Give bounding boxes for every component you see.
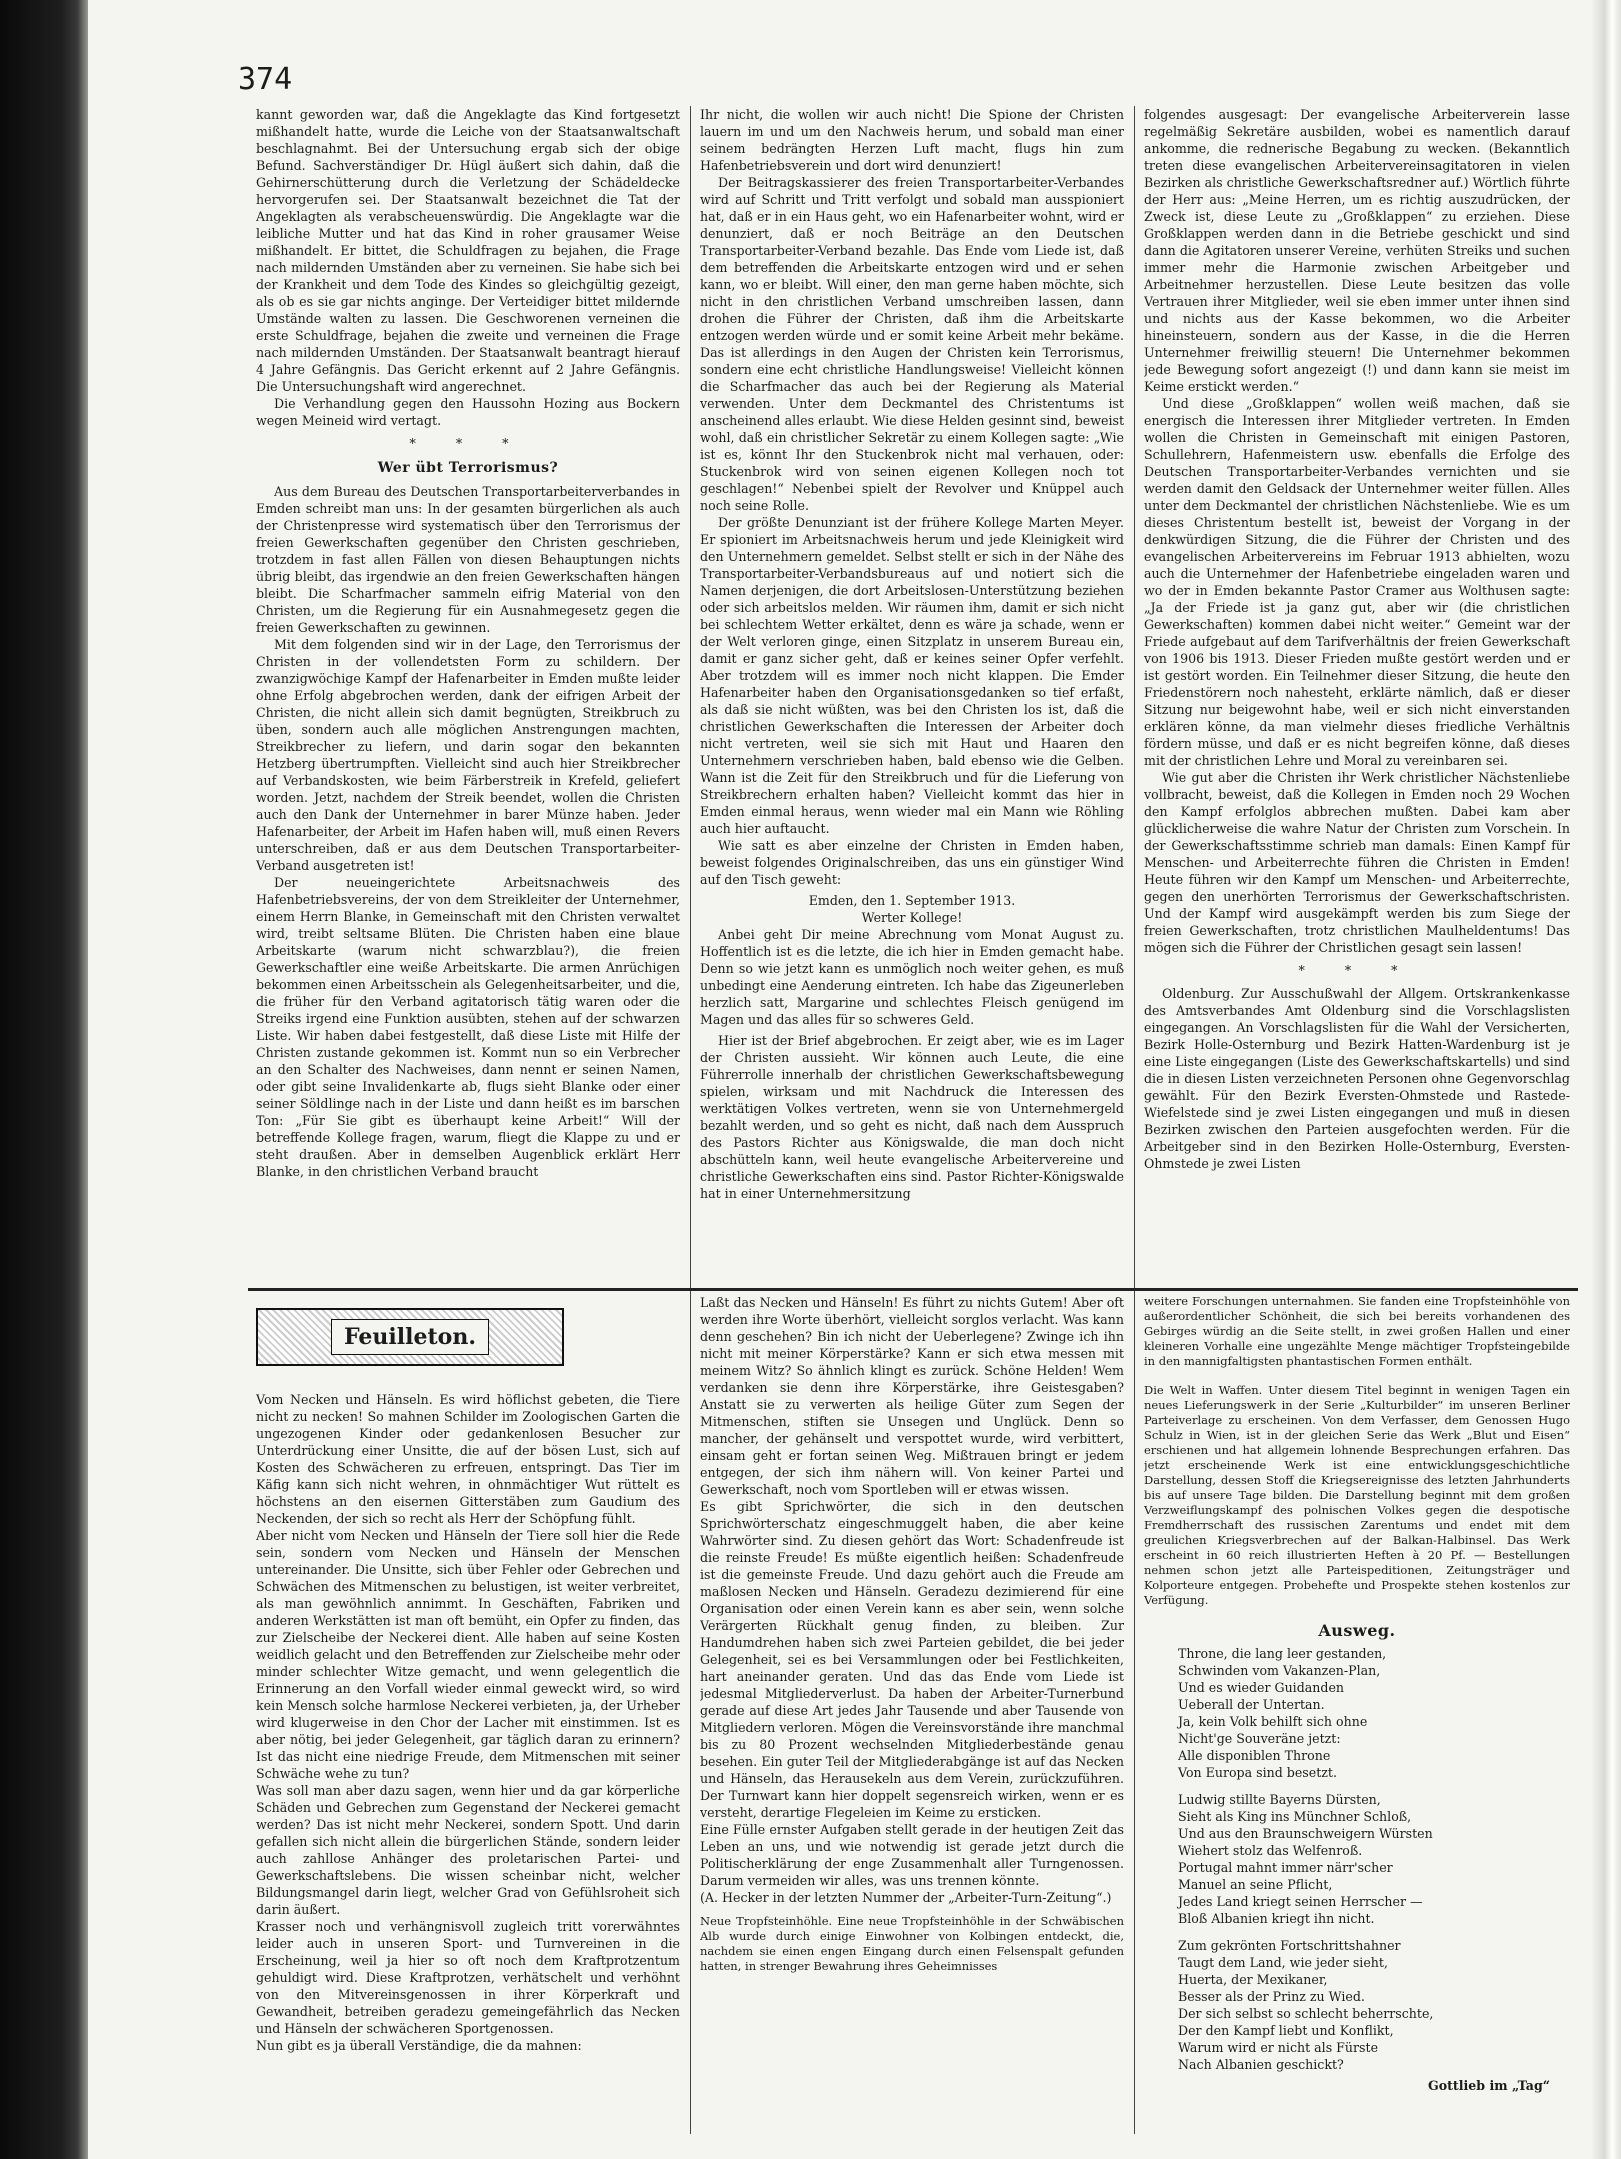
column-rule (1134, 106, 1135, 1314)
article-heading: Wer übt Terrorismus? (377, 460, 559, 476)
poem-line: Jedes Land kriegt seinen Herrscher — (1178, 1894, 1423, 1909)
notice-tropfsteinhoehle: Neue Tropfsteinhöhle. Eine neue Tropfsteinhöhle in der Schwäbischen Alb wurde durch einige Einwohner von Kolbingen entdeckt, die, nachdem sie einen engen Eingang durch einen Felsenspalt gefunden hatten, in strenger Bewahrung ihres Geheimnisses (700, 1914, 1124, 1973)
poem-line: Manuel an seine Pflicht, (1178, 1877, 1333, 1892)
col1-para-2: Die Verhandlung gegen den Haussohn Hozing aus Bockern wegen Meineid wird vertagt. (256, 396, 680, 428)
col2-para-1: Ihr nicht, die wollen wir auch nicht! Die Spione der Christen lauern im und um den Nachweis herum, und sobald man einer seinem bedrängten Herzen Luft macht, flugs hin zum Hafenbetriebsverein und dort wird denunziert! (700, 107, 1124, 173)
poem-line: Ueberall der Untertan. (1178, 1697, 1325, 1712)
notice-welt-in-waffen: Die Welt in Waffen. Unter diesem Titel beginnt in wenigen Tagen ein neues Lieferungswerk in der Serie „Kulturbilder“ im unseren Berliner Parteiverlage zu erscheinen. Von dem Verfasser, dem Genossen Hugo Schulz in Wien, ist in der gleichen Serie das Werk „Blut und Eisen“ erschienen und hat allgemein lohnende Besprechungen erfahren. Das jetzt erscheinende Werk ist eine entwicklungsgeschichtliche Darstellung, dessen Stoff die Kriegsereignisse des letzten Jahrhunderts bis auf unsere Tage bilden. Die Darstellung beginnt mit dem großen Verzweiflungskampf des polnischen Volkes gegen die despotische Fremdherrschaft des russischen Zarentums und endet mit dem greulichen Kriegsverbrechen auf der Balkan-Halbinsel. Das Werk erscheint in 60 reich illustrierten Heften à 20 Pf. — Bestellungen nehmen schon jetzt alle Parteispeditionen, Zeitungsträger und Kolporteure entgegen. Probehefte und Prospekte stehen kostenlos zur Verfügung. (1144, 1383, 1570, 1607)
poem-line: Huerta, der Mexikaner, (1178, 1972, 1328, 1987)
poem-line: Alle disponiblen Throne (1178, 1748, 1331, 1763)
poem-line: Der sich selbst so schlecht beherrschte, (1178, 2006, 1434, 2021)
poem-stanza-break (1178, 1781, 1570, 1791)
col1-para-4: Mit dem folgenden sind wir in der Lage, den Terrorismus der Christen in der vollendetsten Form zu schildern. Der zwanzigwöchige Kampf der Hafenarbeiter in Emden mußte leider ohne Erfolg abgebrochen werden, dank der eifrigen Arbeit der Christen, die nicht allein sich damit begnügten, Streikbruch zu üben, sondern auch alle möglichen Anstrengungen machten, Streikbrecher zu liefern, und darin sogar den bekannten Hetzberg übertrumpften. Vielleicht sind auch hier Streikbrecher auf Verbandskosten, wie beim Färberstreik in Krefeld, geliefert worden. Jetzt, nachdem der Streik beendet, wollen die Christen auch den Dank der Unternehmer in barer Münze haben. Jeder Hafenarbeiter, der Arbeit im Hafen haben will, muß einen Revers unterschreiben, daß er aus dem Deutschen Transportarbeiter-Verband ausgetreten ist! (256, 637, 680, 873)
poem-body (1178, 1645, 1570, 2073)
column-3 (1144, 106, 1570, 1318)
page-number: 374 (238, 62, 293, 97)
column-rule (690, 1294, 691, 2134)
feuilleton-column-3 (1144, 1294, 1570, 2134)
feuilleton-text-2: Laßt das Necken und Hänseln! Es führt zu nichts Gutem! Aber oft werden ihre Worte überhört, vielleicht sorglos verlacht. Was kann denn geschehen? Bin ich nicht der Ueberlegene? Zwinge ich ihn nicht mit meiner Körperstärke? Kann er sich etwa messen mit meinem Witz? So ähnlich klingt es zurück. Schöne Helden! Wem verdanken sie denn ihre Körperstärke, ihre Geistesgaben? Anstatt sie zu verwerten als heilige Güter zum Segen der Mitmenschen, stiften sie Unsegen und Unglück. Denn so mancher, der gehänselt und verspottet wurde, wird verbittert, einsam geht er fortan seinen Weg. Mißtrauen bringt er jedem entgegen, der sich ihm nähern will. Von keiner Partei und Gewerkschaft, noch vom Sportleben will er etwas wissen. Es gibt Sprichwörter, die sich in den deutschen Sprichwörterschatz eingeschmuggelt haben, die aber keine Wahrwörter sind. Zu diesen gehört das Wort: Schadenfreude ist die reinste Freude! Es müßte eigentlich heißen: Schadenfreude ist die gemeinste Freude. Und dazu gehört auch die Freude am maßlosen Necken und Hänseln. Geradezu dezimierend für eine Organisation oder einen Verein kann es aber sein, wenn solche Verärgerten Rückhalt genug finden, zu bleiben. Zur Handumdrehen haben sich zwei Parteien gebildet, die bei jeder Gelegenheit, sei es bei Versammlungen oder bei Festlichkeiten, hart aneinander geraten. Und das das Ende vom Liede ist jedesmal Mitgliederverlust. Da haben der Arbeiter-Turnerbund gerade auf diese Art jedes Jahr Tausende und aber Tausende von Mitgliedern verloren. Mögen die Vereinsvorstände ihre manchmal bis zu 80 Prozent wechselnden Mitgliederbestände genau besehen. Ein guter Teil der Mitgliederabgänge ist auf das Necken und Hänseln, das Herausekeln aus dem Verein, zurückzuführen. Der Turnwart kann hier doppelt segensreich wirken, wenn er es versteht, derartige Flegeleien im Keime zu ersticken. Eine Fülle ernster Aufgaben stellt gerade in der heutigen Zeit das Leben an uns, und wie notwendig ist gerade jetzt durch die Politischerklärung der enge Zusammenhalt aller Turngenossen. Darum vermeiden wir alles, was uns trennen könnte. (A. Hecker in der letzten Nummer der „Arbeiter-Turn-Zeitung“.) (700, 1295, 1124, 1905)
poem-line: Nach Albanien geschickt? (1178, 2057, 1344, 2072)
poem-line: Wiehert stolz das Welfenroß. (1178, 1843, 1363, 1858)
feuilleton-column-1 (256, 1374, 680, 2134)
col3-para-3: Wie gut aber die Christen ihr Werk christlicher Nächstenliebe vollbracht, beweist, daß die Kollegen in Emden noch 29 Wochen den Kampf erfolglos abbrechen mußten. Dabei kam aber glücklicherweise die wahre Natur der Christen zum Vorschein. In der Gewerkschaftsstimme schrieb man damals: Einen Kampf für Menschen- und Arbeiterrechte führen die Christen in Emden! Heute führen wir den Kampf um Menschen- und Arbeiterrechte, gegen den unerhörten Terrorismus der Gewerkschaftschristen. Und der Kampf wird ausgekämpft werden bis zum Siege der freien Gewerkschaften, trotz christlichen Maulheldentums! Das mögen sich die Führer der Christlichen gesagt sein lassen! (1144, 770, 1570, 955)
poem-line: Und es wieder Guidanden (1178, 1680, 1345, 1695)
col1-para-1: kannt geworden war, daß die Angeklagte das Kind fortgesetzt mißhandelt hatte, wurde die Leiche von der Staatsanwaltschaft beschlagnahmt. Bei der Untersuchung ergab sich der obige Befund. Sachverständiger Dr. Hügl äußert sich dahin, daß die Gehirnerschütterung durch die Verletzung der Schädeldecke hervorgerufen sei. Der Staatsanwalt bezeichnet die Tat der Angeklagten als verabscheuenswürdig. Die Angeklagte war die leibliche Mutter und hat das Kind in roher grausamer Weise mißhandelt. Er bittet, die Schuldfragen zu bejahen, die Frage nach mildernden Umständen aber zu verneinen. Sie habe sich bei der Krankheit und dem Tode des Kindes so gleichgültig gezeigt, als ob es sie gar nichts anginge. Der Verteidiger bittet mildernde Umstände walten zu lassen. Die Geschworenen verneinen die erste Schuldfrage, bejahen die zweite und verneinen die Frage nach mildernden Umständen. Der Staatsanwalt beantragt hierauf 4 Jahre Gefängnis. Das Gericht erkennt auf 2 Jahre Gefängnis. Die Untersuchungshaft wird angerechnet. (256, 107, 680, 394)
poem-line: Besser als der Prinz zu Wied. (1178, 1989, 1365, 2004)
letter-date: Emden, den 1. September 1913. (808, 893, 1016, 908)
poem-line: Von Europa sind besetzt. (1178, 1765, 1337, 1780)
column-2 (700, 106, 1124, 1318)
col3-para-2: Und diese „Großklappen“ wollen weiß machen, daß sie energisch die Interessen ihrer Mitglieder vertreten. In Emden wollen die Christen in Gemeinschaft mit einigen Pastoren, Schullehrern, Hafenmeistern usw. ebenfalls die Erfolge des Deutschen Transportarbeiter-Verbandes vernichten und sie werden damit den Geldsack der Unternehmer weiter füllen. Alles unter dem Deckmantel der christlichen Nächstenliebe. Wie es um dieses Christentum bestellt ist, beweist der Vorgang in der denkwürdigen Sitzung, die die Führer der Christen und des evangelischen Arbeitervereins im Februar 1913 abhielten, wozu auch die Unternehmer der Hafenbetriebe eingeladen waren und wo der in Emden bekannte Pastor Cramer aus Wolthusen sagte: „Ja der Friede ist ja ganz gut, aber wir (die christlichen Gewerkschaften) kommen dabei nicht weiter.“ Gemeint war der Friede aufgebaut auf dem Tarifverhältnis der freien Gewerkschaft von 1906 bis 1913. Dieser Frieden mußte gestört werden und er ist gestört worden. Ein Teilnehmer dieser Sitzung, die heute den Friedenstörern noch nahesteht, erklärte nämlich, daß er dieser Sitzung nur beigewohnt habe, weil er sich nicht einverstanden erklären könne, da man vielmehr dieses friedliche Verhältnis fördern müsse, und daß er es nicht begreifen könne, daß dieses mit der christlichen Lehre und Moral zu vereinbaren sei. (1144, 396, 1570, 768)
col2-para-5: Hier ist der Brief abgebrochen. Er zeigt aber, wie es im Lager der Christen aussieht. Wir können auch Leute, die eine Führerrolle innerhalb der christlichen Gewerkschaftsbewegung spielen, wirksam und mit Nachdruck die Interessen des werktätigen Volkes vertreten, wenn sie von Unternehmergeld bezahlt werden, und so geht es nicht, daß nach dem Ausspruch des Pastors Richter aus Königswalde, die man doch nicht abschütteln kann, weil heute evangelische Arbeitervereine und christliche Gewerkschaften eins sind. Pastor Richter-Königswalde hat in einer Unternehmersitzung (700, 1033, 1124, 1201)
column-rule (690, 106, 691, 1314)
newspaper-page (238, 38, 1590, 2148)
section-divider: * * * (409, 436, 527, 451)
col1-para-3: Aus dem Bureau des Deutschen Transportarbeiterverbandes in Emden schreibt man uns: In der gesamten bürgerlichen als auch der Christenpresse wird systematisch über den Terrorismus der freien Gewerkschaften gegenüber den Christen geschrieben, trotzdem in fast allen Fällen von diesen Behauptungen nichts übrig bleibt, das irgendwie an den freien Gewerkschaften hängen bleibt. Die Scharfmacher sammeln eifrig Material von den Christen, um die Regierung für ein Ausnahmegesetz gegen die freien Gewerkschaften zu gewinnen. (256, 484, 680, 635)
poem-line: Warum wird er nicht als Fürste (1178, 2040, 1379, 2055)
page-edge (1591, 0, 1621, 2159)
feuilleton-separator (248, 1288, 1578, 1291)
feuilleton-column-2 (700, 1294, 1124, 2134)
notice-continued: weitere Forschungen unternahmen. Sie fanden eine Tropfsteinhöhle von außerordentlicher Schönheit, die sich bei bereits vorhandenen des Gebirges würdig an die Seite stellt, in zwei großen Hallen und einer kleineren Vorhalle eine ungezählte Menge mächtiger Tropfsteingebilde in den mannigfaltigsten phantastischen Formen enthält. (1144, 1294, 1570, 1368)
book-binding (0, 0, 88, 2159)
column-rule (1134, 1294, 1135, 2134)
poem-line: Bloß Albanien kriegt ihn nicht. (1178, 1911, 1375, 1926)
col3-para-4: Oldenburg. Zur Ausschußwahl der Allgem. Ortskrankenkasse des Amtsverbandes Amt Oldenburg sind die Vorschlagslisten eingegangen. An Vorschlagslisten für die Wahl der Versicherten, Bezirk Holle-Osternburg und Bezirk Hatten-Wardenburg ist je eine Liste eingegangen (Liste des Gewerkschaftskartells) und sind die in diesen Listen verzeichneten Personen ohne Gegenvorschlag gewählt. Für den Bezirk Eversten-Ohmstede und Rastede-Wiefelstede sind je zwei Listen eingegangen und muß in diesen Bezirken zwischen den Parteien ausgefochten werden. Für die Arbeitgeber sind in den Bezirken Holle-Osternburg, Eversten-Ohmstede je zwei Listen (1144, 986, 1570, 1171)
poem-line: Portugal mahnt immer närr'scher (1178, 1860, 1393, 1875)
poem-line: Nicht'ge Souveräne jetzt: (1178, 1731, 1341, 1746)
poem-line: Sieht als King ins Münchner Schloß, (1178, 1809, 1412, 1824)
poem-author: Gottlieb im „Tag“ (1427, 2078, 1550, 2093)
letter-salutation: Werter Kollege! (861, 910, 963, 925)
feuilleton-banner (256, 1308, 564, 1366)
poem-line: Ja, kein Volk behilft sich ohne (1178, 1714, 1368, 1729)
section-divider: * * * (1298, 963, 1416, 978)
col1-para-5: Der neueingerichtete Arbeitsnachweis des Hafenbetriebsvereins, der von dem Streikleiter der Unternehmer, einem Herrn Blanke, in Gemeinschaft mit den Christen verwaltet wird, treibt seltsame Blüten. Die Christen haben eine blaue Arbeitskarte (warum nicht schwarzblau?), die freien Gewerkschaftler eine weiße Arbeitskarte. Die armen Anrüchigen bekommen einen Arbeitsschein als Gelegenheitsarbeiter, und die, die früher für den Verband agitatorisch tätig waren oder die Streiks irgend eine Funktion ausübten, stehen auf der schwarzen Liste. Wir haben dabei festgestellt, daß diese Liste mit Hilfe der Christen zustande gekommen ist. Kommt nun so ein Verbrecher an den Schalter des Nachweises, dann nennt er seinen Namen, oder gibt seine Invalidenkarte ab, flugs sieht Blanke oder einer seiner Söldlinge nach in der Liste und dann heißt es im barschen Ton: „Für Sie gibt es überhaupt keine Arbeit!“ Will der betreffende Kollege fragen, warum, fliegt die Klappe zu und er steht draußen. Aber in demselben Augenblick erklärt Herr Blanke, in den christlichen Verband braucht (256, 875, 680, 1179)
poem-line: Zum gekrönten Fortschrittshahner (1178, 1938, 1401, 1953)
feuilleton-title: Feuilleton. (331, 1319, 489, 1355)
poem-line: Und aus den Braunschweigern Würsten (1178, 1826, 1433, 1841)
col3-para-1: folgendes ausgesagt: Der evangelische Arbeiterverein lasse regelmäßig Sekretäre ausbilden, wobei es namentlich darauf ankomme, die rednerische Begabung zu wecken. (Bekanntlich treten diese evangelischen Arbeitervereinsagitatoren in vielen Bezirken als christliche Gewerkschaftsredner auf.) Wörtlich führte der Herr aus: „Meine Herren, um es richtig auszudrücken, der Zweck ist, diese Leute zu „Großklappen“ zu erziehen. Diese Großklappen werden dann in die Betriebe geschickt und sind dann die Agitatoren unserer Vereine, verhüten Streiks und suchen immer mehr die Harmonie zwischen Arbeitgeber und Arbeitnehmer herzustellen. Diese Leute besitzen das volle Vertrauen ihrer Mitglieder, weil sie eben immer unter ihnen sind und nichts aus der Kasse bekommen, wo die Arbeiter hineinsteuern, sondern aus der Kasse, in die die Herren Unternehmer freiwillig steuern! Die Unternehmer bekommen jede Bewegung sofort angezeigt (!) und dann kann sie meist im Keime erstickt werden.“ (1144, 107, 1570, 394)
poem-line: Throne, die lang leer gestanden, (1178, 1646, 1387, 1661)
poem-stanza-break (1178, 1927, 1570, 1937)
letter-body: Anbei geht Dir meine Abrechnung vom Monat August zu. Hoffentlich ist es die letzte, die ich hier in Emden gemacht habe. Denn so wie jetzt kann es unmöglich noch weiter gehen, es muß unbedingt eine Aenderung eintreten. Ich habe das Zigeunerleben herzlich satt, Margarine und schlechtes Fleisch genügend im Magen und das alles für so schweres Geld. (700, 927, 1124, 1027)
poem-title: Ausweg. (1318, 1621, 1396, 1640)
col2-para-3: Der größte Denunziant ist der frühere Kollege Marten Meyer. Er spioniert im Arbeitsnachweis herum und jede Kleinigkeit wird den Unternehmern gemeldet. Selbst stellt er sich in der Nähe des Transportarbeiter-Verbandsbureaus auf und notiert sich die Namen derjenigen, die dort Arbeitslosen-Unterstützung beziehen oder sich arbeitslos melden. Wir räumen ihm, damit er sich nicht bei schlechtem Wetter erkältet, denn es wäre ja schade, wenn er der Welt verloren ginge, einen Sitzplatz in unserem Bureau ein, damit er ganz sicher geht, daß er keines seiner Opfer verfehlt. Aber trotzdem will es immer noch nicht klappen. Die Emder Hafenarbeiter haben den Organisationsgedanken so tief erfaßt, als daß sie nicht wüßten, was bei den Christen los ist, daß die christlichen Gewerkschaften die Interessen der Arbeiter doch nicht vertreten, weil sie sich mit Haut und Haaren den Unternehmern verschrieben haben, bald ebenso wie die Gelben. Wann ist die Zeit für den Streikbruch und für die Lieferung von Streikbrechern erhalten haben? Vielleicht kommt das hier in Emden einmal heraus, wenn wieder mal ein Mann wie Röhling auch hier auftaucht. (700, 515, 1124, 836)
poem-line: Der den Kampf liebt und Konflikt, (1178, 2023, 1394, 2038)
poem-line: Taugt dem Land, wie jeder sieht, (1178, 1955, 1388, 1970)
poem-line: Ludwig stillte Bayerns Dürsten, (1178, 1792, 1381, 1807)
col2-para-2: Der Beitragskassierer des freien Transportarbeiter-Verbandes wird auf Schritt und Tritt verfolgt und sobald man ausspioniert hat, daß er in ein Haus geht, wo ein Hafenarbeiter wohnt, wird er denunziert, daß er noch Beiträge an den Deutschen Transportarbeiter-Verband bezahle. Das Ende vom Liede ist, daß dem betreffenden die Arbeitskarte entzogen wird und er sehen kann, wo er bleibt. Will einer, den man gerne haben möchte, sich nicht in den christlichen Verband umschreiben lassen, dann drohen die Führer der Christen, daß ihm die Arbeitskarte entzogen werden würde und er somit keine Arbeit mehr bekäme. Das ist allerdings in den Augen der Christen kein Terrorismus, sondern eine echt christliche Handlungsweise! Vielleicht können die Scharfmacher das auch bei der Regierung als Material verwenden. Unter dem Deckmantel des Christentums ist anscheinend alles erlaubt. Wie diese Helden gesinnt sind, beweist wohl, daß ein christlicher Sekretär zu einem Kollegen sagte: „Wie ist es, könnt Ihr den Stuckenbrok nicht mal verhauen, oder: Stuckenbrok wird von seinen eigenen Kollegen noch tot geschlagen!“ Nebenbei spielt der Revolver und Knüppel auch noch seine Rolle. (700, 175, 1124, 513)
column-1 (256, 106, 680, 1318)
col2-para-4: Wie satt es aber einzelne der Christen in Emden haben, beweist folgendes Originalschreiben, das uns ein günstiger Wind auf den Tisch geweht: (700, 838, 1124, 887)
feuilleton-text-1: Vom Necken und Hänseln. Es wird höflichst gebeten, die Tiere nicht zu necken! So mahnen Schilder im Zoologischen Garten die ungezogenen Kinder oder gedankenlosen Besucher zur Unterdrückung einer Unsitte, die auf der bösen Lust, sich auf Kosten des Schwächeren zu erfreuen, entspringt. Das Tier im Käfig kann sich nicht wehren, in ohnmächtiger Wut rüttelt es höchstens an den eisernen Gitterstäben zum Gaudium des Neckenden, der sich so recht als Herr der Schöpfung fühlt. Aber nicht vom Necken und Hänseln der Tiere soll hier die Rede sein, sondern vom Necken und Hänseln der Menschen untereinander. Die Unsitte, sich über Fehler oder Gebrechen und Schwächen des Mitmenschen zu belustigen, ist weiter verbreitet, als man gewöhnlich annimmt. In Geschäften, Fabriken und anderen Werkstätten ist man oft bemüht, ein Opfer zu finden, das zur Zielscheibe der Neckerei dient. Alle haben auf seine Kosten weidlich gelacht und den Betreffenden zur Zielscheibe mehr oder minder schlechter Witze gemacht, und wenn gelegentlich die Erinnerung an den Vorfall wieder einmal geweckt wird, so wird kein Mensch solche harmlose Neckerei verbieten, ja, der Urheber wird klugerweise in den Chor der Lacher mit einstimmen. Ist es aber nötig, bei jeder Gelegenheit, gar täglich daran zu erinnern? Ist das nicht eine niedrige Freude, dem Mitmenschen mit seiner Schwäche wehe zu tun? Was soll man aber dazu sagen, wenn hier und da gar körperliche Schäden und Gebrechen zum Gegenstand der Neckerei gemacht werden? Das ist nicht mehr Neckerei, sondern Spott. Und darin gefallen sich nicht allein die bürgerlichen Stände, sondern leider auch zahllose Anhänger des proletarischen Partei- und Gewerkschaftslebens. Die wissen scheinbar nicht, welcher Bildungsmangel darin liegt, welcher Grad von Gefühlsroheit sich darin äußert. Krasser noch und verhängnisvoll zugleich tritt vorerwähntes leider auch in unseren Sport- und Turnvereinen in die Erscheinung, weil ja hier so oft noch dem Kraftprotzentum gehuldigt wird. Diese Kraftprotzen, verhätschelt und verhöhnt von den Mitvereinsgenossen in ihrer Körperkraft und Gewandheit, betreiben geradezu gemeingefährlich das Necken und Hänseln der schwächeren Sportgenossen. Nun gibt es ja überall Verständige, die da mahnen: (256, 1392, 680, 2053)
poem-line: Schwinden vom Vakanzen-Plan, (1178, 1663, 1381, 1678)
